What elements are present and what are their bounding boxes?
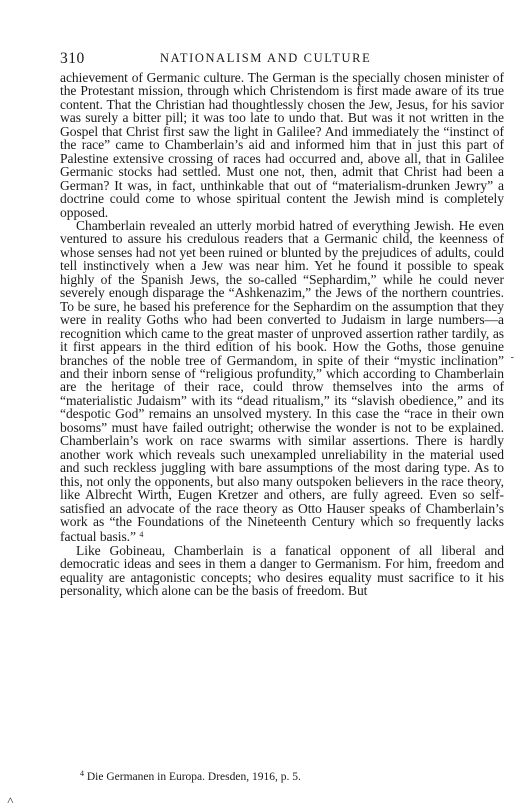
footnote-marker: 4 bbox=[80, 769, 84, 778]
paragraph: achievement of Germanic culture. The German is the specially chosen minister of the Protestant mission, through which Christendom is first made aware of its true content. That the Christian had thoughtlessly chosen the Jew, Jesus, for his savior was surely a bitter pill; it was too late to undo that. But was it not written in the Gospel that Christ first saw the light in Galilee? And immediately the “instinct of the race” came to Chamberlain’s aid and informed him that in just this part of Palestine extensive crossing of races had occurred and, above all, that in Galilee Germanic stocks had settled. Must one not, then, admit that Christ had been a German? It was, in fact, unthinkable that out of “materialism-drunken Jewry” a doctrine could come to whose spiritual content the Jewish mind is completely opposed. bbox=[60, 70, 504, 220]
paragraph: Like Gobineau, Chamberlain is a fanatical opponent of all liberal and democratic ideas and sees in them a danger to Germanism. For him, freedom and equality are antagonistic concepts; who desires equality must sacrifice to it his personality, which alone can be the basis of freedom. But bbox=[60, 542, 504, 599]
footnote bbox=[80, 767, 504, 784]
corner-mark: ˄ bbox=[7, 793, 14, 807]
paragraph bbox=[60, 219, 504, 544]
paragraph-text: Chamberlain revealed an utterly morbid hatred of everything Jewish. He even ventured to assure his credulous readers that a Germanic child, the keenness of whose senses had not yet been ruined or blunted by the prejudices of adults, could tell instinctively when a Jew was near him. Yet he found it possible to speak highly of the Spanish Jews, the so-called “Sephardim,” while he could never severely enough disparage the “Ashkenazim,” the Jews of the northern countries. To be sure, he based his preference for the Sephardim on the assumption that they were in reality Goths who had been converted to Judaism in large numbers—a recognition which came to the great master of unproved assertion rather tardily, as it first appears in the third edition of his book. How the Goths, those genuine branches of the noble tree of Germandom, in spite of their “mystic inclination” and their inborn sense of “religious profundity,” which according to Chamberlain are the heritage of their race, could throw themselves into the arms of “materialistic Judaism” with its “dead ritualism,” its “slavish obedience,” and its “despotic God” remains an unsolved mystery. In this case the “race in their own bosoms” must have failed outright; otherwise the wonder is not to be explained. Chamberlain’s work on race swarms with similar assertions. There is hardly another work which reveals such unexampled unreliability in the material used and such reckless juggling with bare assumptions of the most daring type. As to this, not only the opponents, but also many outspoken believers in the race theory, like Albrecht Wirth, Eugen Kretzer and others, are fully agreed. Even so self-satisfied an advocate of the race theory as Otto Hauser speaks of Chamberlain’s work as “the Foundations of the Nineteenth Century which so frequently lacks factual basis.” bbox=[60, 217, 504, 545]
page-header bbox=[60, 50, 504, 68]
footnote-reference: 4 bbox=[139, 530, 144, 540]
running-head: NATIONALISM AND CULTURE bbox=[160, 51, 372, 65]
body-text bbox=[60, 71, 504, 598]
margin-mark: - bbox=[510, 352, 514, 363]
footnote-text: Die Germanen in Europa. Dresden, 1916, p. 5. bbox=[86, 771, 301, 783]
page-number: 310 bbox=[60, 50, 85, 67]
